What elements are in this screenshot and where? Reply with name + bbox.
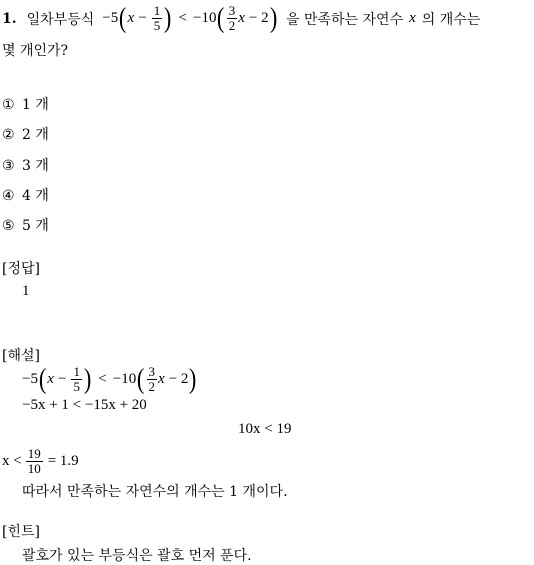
fraction-numerator: 19: [27, 446, 41, 461]
fraction-one-fifth: [152, 4, 163, 33]
choice-label: 3 개: [22, 158, 49, 174]
question-text-before: 일차부등식: [26, 11, 95, 28]
solution-step-3: 10x < 19: [238, 421, 292, 437]
choice-marker: ③: [2, 158, 15, 174]
question-variable: x: [409, 10, 416, 26]
choice-marker: ①: [2, 97, 15, 113]
question-inequality: [102, 4, 278, 33]
fraction-one-fifth: [71, 365, 82, 394]
choice-marker: ②: [2, 127, 15, 143]
fraction-numerator: 3: [228, 3, 236, 18]
lhs-variable: x: [127, 10, 135, 26]
left-paren: (: [119, 2, 127, 34]
left-paren: (: [38, 363, 47, 395]
choice-marker: ④: [2, 188, 15, 204]
fraction-denominator: 5: [153, 18, 161, 33]
choice-1[interactable]: [2, 94, 49, 114]
less-than: <: [98, 371, 107, 387]
fraction-denominator: 2: [228, 18, 236, 33]
fraction-three-halves: [147, 365, 158, 394]
choice-3[interactable]: [2, 155, 49, 175]
fraction-denominator: 10: [27, 461, 41, 476]
choice-label: 2 개: [22, 127, 49, 143]
lhs-coefficient: −5: [102, 10, 119, 26]
left-paren: (: [137, 363, 145, 395]
rhs-tail: − 2: [168, 371, 189, 387]
lhs-minus: −: [138, 10, 147, 26]
question-number: 1.: [2, 10, 17, 27]
choice-marker: ⑤: [2, 218, 15, 234]
step4-rhs: = 1.9: [47, 453, 79, 469]
choice-label: 4 개: [22, 188, 49, 204]
right-paren: ): [269, 2, 278, 34]
fraction-three-halves: [227, 4, 238, 33]
question-text-end: 의 개수는: [421, 11, 481, 28]
choice-4[interactable]: [2, 185, 49, 205]
fraction-denominator: 5: [73, 379, 80, 394]
less-than: <: [178, 10, 187, 26]
solution-conclusion: 따라서 만족하는 자연수의 개수는 1 개이다.: [22, 484, 288, 500]
right-paren: ): [164, 2, 172, 34]
lhs-minus: −: [57, 371, 67, 387]
right-paren: ): [189, 363, 197, 395]
solution-heading: [해설]: [2, 348, 40, 364]
rhs-coefficient: −10: [192, 10, 217, 26]
solution-step-4: [2, 447, 79, 476]
choice-label: 5 개: [22, 218, 49, 234]
rhs-tail: − 2: [248, 10, 269, 26]
hint-heading: [힌트]: [2, 524, 40, 540]
question-line-2: 몇 개인가?: [2, 43, 69, 59]
solution-step-1: [22, 365, 198, 394]
fraction-numerator: 3: [148, 364, 156, 379]
hint-text: 괄호가 있는 부등식은 괄호 먼저 푼다.: [22, 548, 252, 564]
choice-5[interactable]: [2, 215, 49, 235]
rhs-variable: x: [238, 10, 245, 26]
left-paren: (: [217, 2, 225, 34]
lhs-coefficient: −5: [22, 371, 38, 387]
answer-value: 1: [22, 283, 30, 299]
fraction-numerator: 1: [73, 364, 80, 379]
choice-2[interactable]: [2, 124, 49, 144]
step4-lhs: x <: [2, 453, 22, 469]
fraction-denominator: 2: [148, 379, 156, 394]
fraction-nineteen-tenths: [26, 447, 43, 476]
question-line-1: [2, 4, 480, 33]
question-text-after: 을 만족하는 자연수: [286, 11, 404, 28]
rhs-variable: x: [158, 371, 165, 387]
lhs-variable: x: [47, 371, 54, 387]
choice-label: 1 개: [22, 97, 49, 113]
right-paren: ): [83, 363, 92, 395]
fraction-numerator: 1: [153, 3, 161, 18]
rhs-coefficient: −10: [112, 371, 137, 387]
solution-step-2: −5x + 1 < −15x + 20: [22, 397, 147, 413]
answer-heading: [정답]: [2, 261, 40, 277]
